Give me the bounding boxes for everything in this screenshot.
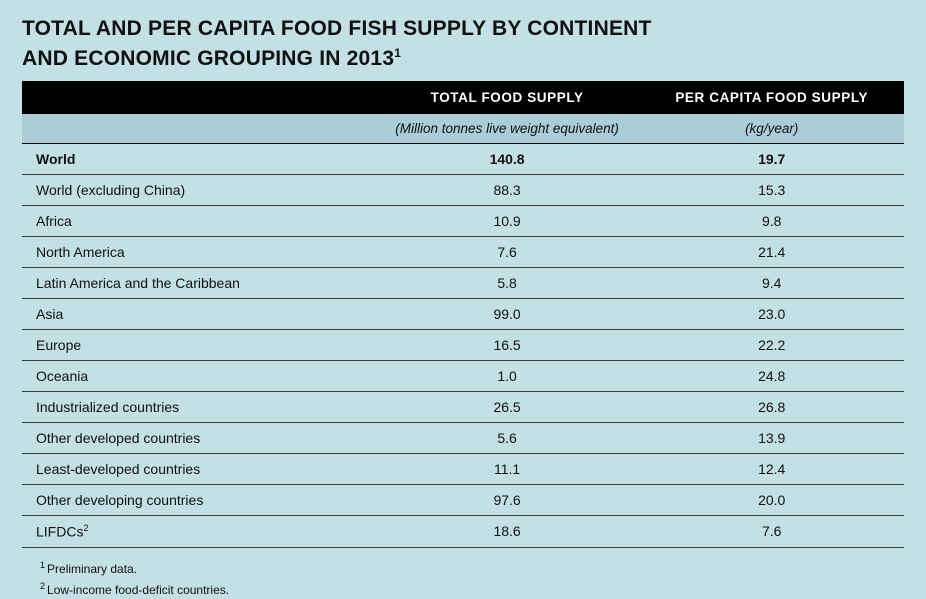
cell-total-food-supply: 5.8: [375, 268, 640, 299]
food-supply-table: [22, 81, 904, 548]
cell-total-food-supply: 18.6: [375, 516, 640, 548]
cell-total-food-supply: 5.6: [375, 423, 640, 454]
table-row: [22, 485, 904, 516]
table-row: [22, 175, 904, 206]
cell-per-capita-food-supply: 23.0: [639, 299, 904, 330]
row-label: Other developed countries: [22, 423, 375, 454]
table-row: [22, 268, 904, 299]
page-title-line-2: AND ECONOMIC GROUPING IN 2013: [22, 47, 395, 70]
row-label: Least-developed countries: [22, 454, 375, 485]
table-header: [22, 81, 904, 144]
cell-total-food-supply: 16.5: [375, 330, 640, 361]
footnotes: [22, 557, 904, 599]
table-row: [22, 330, 904, 361]
table-row: [22, 144, 904, 175]
cell-total-food-supply: 140.8: [375, 144, 640, 175]
cell-per-capita-food-supply: 22.2: [639, 330, 904, 361]
cell-per-capita-food-supply: 12.4: [639, 454, 904, 485]
cell-per-capita-food-supply: 19.7: [639, 144, 904, 175]
row-label: Industrialized countries: [22, 392, 375, 423]
table-row: [22, 361, 904, 392]
page-title-footnote-marker: 1: [394, 46, 402, 60]
row-label: North America: [22, 237, 375, 268]
subheader-cell-per-capita-units: (kg/year): [639, 114, 904, 144]
subheader-cell-total-units: (Million tonnes live weight equivalent): [375, 114, 640, 144]
row-label: Europe: [22, 330, 375, 361]
footnote-marker: 2: [40, 580, 46, 591]
row-label: Other developing countries: [22, 485, 375, 516]
table-subheader-row: [22, 114, 904, 144]
table-row: [22, 423, 904, 454]
row-label: Africa: [22, 206, 375, 237]
table-row: [22, 206, 904, 237]
row-label: Latin America and the Caribbean: [22, 268, 375, 299]
cell-per-capita-food-supply: 13.9: [639, 423, 904, 454]
footnote: [40, 557, 904, 578]
footnote-text: Low-income food-deficit countries.: [47, 582, 230, 597]
row-label: World (excluding China): [22, 175, 375, 206]
header-cell-per-capita-food-supply: PER CAPITA FOOD SUPPLY: [639, 81, 904, 114]
cell-total-food-supply: 26.5: [375, 392, 640, 423]
cell-per-capita-food-supply: 9.4: [639, 268, 904, 299]
cell-total-food-supply: 1.0: [375, 361, 640, 392]
cell-per-capita-food-supply: 21.4: [639, 237, 904, 268]
header-cell-label: [22, 81, 375, 114]
page-title-line-1: TOTAL AND PER CAPITA FOOD FISH SUPPLY BY CONTINENT: [22, 17, 652, 40]
cell-total-food-supply: 88.3: [375, 175, 640, 206]
row-label-footnote-marker: 2: [83, 523, 89, 533]
header-cell-total-food-supply: TOTAL FOOD SUPPLY: [375, 81, 640, 114]
footnote: [40, 578, 904, 599]
table-body: [22, 144, 904, 548]
row-label: Asia: [22, 299, 375, 330]
cell-total-food-supply: 7.6: [375, 237, 640, 268]
page-title: [22, 16, 904, 71]
cell-per-capita-food-supply: 20.0: [639, 485, 904, 516]
cell-total-food-supply: 11.1: [375, 454, 640, 485]
row-label: World: [22, 144, 375, 175]
row-label: Oceania: [22, 361, 375, 392]
cell-per-capita-food-supply: 24.8: [639, 361, 904, 392]
footnote-text: Preliminary data.: [47, 561, 138, 576]
cell-total-food-supply: 97.6: [375, 485, 640, 516]
footnote-marker: 1: [40, 559, 46, 570]
cell-per-capita-food-supply: 9.8: [639, 206, 904, 237]
cell-per-capita-food-supply: 15.3: [639, 175, 904, 206]
cell-per-capita-food-supply: 7.6: [639, 516, 904, 548]
cell-total-food-supply: 99.0: [375, 299, 640, 330]
table-row: [22, 237, 904, 268]
row-label: LIFDCs$^2$: [22, 516, 375, 548]
cell-per-capita-food-supply: 26.8: [639, 392, 904, 423]
cell-total-food-supply: 10.9: [375, 206, 640, 237]
table-row: [22, 454, 904, 485]
table-row: [22, 516, 904, 548]
table-row: [22, 299, 904, 330]
table-row: [22, 392, 904, 423]
table-header-row: [22, 81, 904, 114]
subheader-cell-label: [22, 114, 375, 144]
